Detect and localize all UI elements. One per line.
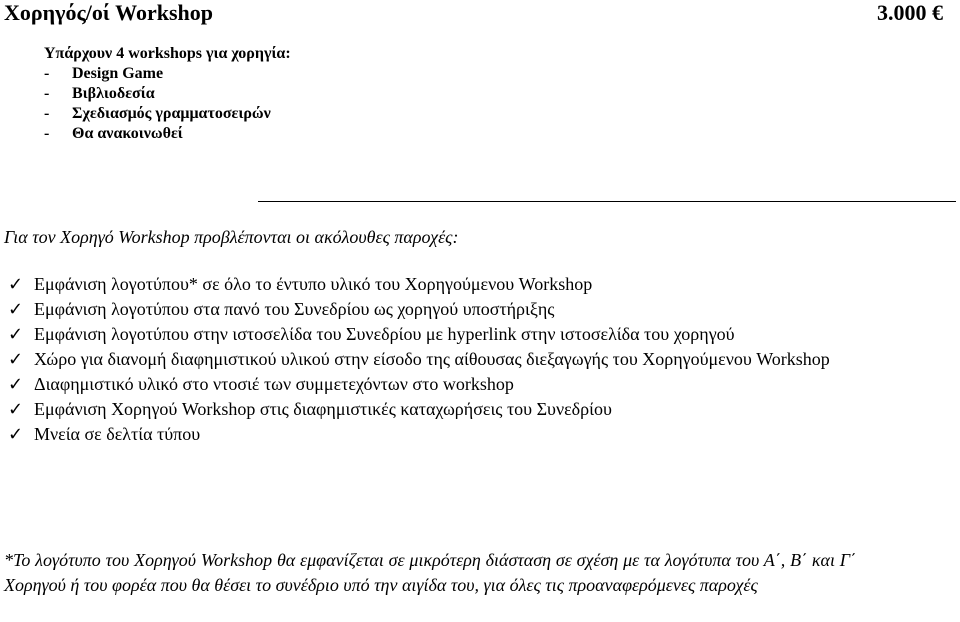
list-item	[44, 64, 291, 84]
list-item	[44, 124, 291, 144]
checkmark-icon: ✓	[8, 424, 24, 445]
footnote: *Το λογότυπο του Χορηγού Workshop θα εμφανίζεται σε μικρότερη διάσταση σε σχέση με τα λογότυπα του Α΄, Β΄ και Γ΄ Χορηγού ή του φορέα που θα θέσει το συνέδριο υπό την αιγίδα του, για όλες τις προαναφερόμενες παροχές	[4, 550, 856, 595]
workshop-name: Design Game	[72, 65, 164, 82]
dash-bullet: -	[44, 125, 50, 142]
workshop-name: Βιβλιοδεσία	[72, 85, 155, 102]
sponsorship-price: 3.000 €	[877, 0, 943, 25]
benefits-list	[8, 272, 858, 447]
dash-bullet: -	[44, 105, 50, 122]
benefit-text: Εμφάνιση λογοτύπου* σε όλο το έντυπο υλικό του Χορηγούμενου Workshop	[34, 274, 593, 294]
list-item	[44, 104, 291, 124]
workshop-name: Θα ανακοινωθεί	[72, 125, 183, 142]
list-item	[8, 347, 858, 372]
list-item	[8, 322, 858, 347]
workshop-name: Σχεδιασμός γραμματοσειρών	[72, 105, 271, 122]
checkmark-icon: ✓	[8, 274, 24, 295]
checkmark-icon: ✓	[8, 374, 24, 395]
benefit-text: Εμφάνιση Χορηγού Workshop στις διαφημιστικές καταχωρήσεις του Συνεδρίου	[34, 399, 612, 419]
list-item	[8, 397, 858, 422]
benefit-text: Μνεία σε δελτία τύπου	[34, 424, 201, 444]
benefit-text: Χώρο για διανομή διαφημιστικού υλικού στην είσοδο της αίθουσας διεξαγωγής του Χορηγούμενου Workshop	[34, 349, 830, 369]
benefit-text: Εμφάνιση λογοτύπου στα πανό του Συνεδρίου ως χορηγού υποστήριξης	[34, 299, 555, 319]
checkmark-icon: ✓	[8, 299, 24, 320]
benefits-intro: Για τον Χορηγό Workshop προβλέπονται οι ακόλουθες παροχές:	[4, 227, 459, 247]
list-item	[8, 372, 858, 397]
list-item	[8, 422, 858, 447]
benefit-text: Διαφημιστικό υλικό στο ντοσιέ των συμμετεχόντων στο workshop	[34, 374, 514, 394]
header	[4, 0, 956, 30]
dash-bullet: -	[44, 65, 50, 82]
workshops-intro: Υπάρχουν 4 workshops για χορηγία:	[44, 45, 291, 62]
dash-bullet: -	[44, 85, 50, 102]
benefit-text: Εμφάνιση λογοτύπου στην ιστοσελίδα του Συνεδρίου με hyperlink στην ιστοσελίδα του χορηγού	[34, 324, 735, 344]
list-item	[8, 272, 858, 297]
checkmark-icon: ✓	[8, 324, 24, 345]
page-title: Χορηγός/οί Workshop	[4, 0, 213, 25]
list-item	[44, 84, 291, 104]
checkmark-icon: ✓	[8, 349, 24, 370]
workshops-section	[44, 44, 291, 144]
checkmark-icon: ✓	[8, 399, 24, 420]
section-divider	[258, 201, 956, 202]
list-item	[8, 297, 858, 322]
